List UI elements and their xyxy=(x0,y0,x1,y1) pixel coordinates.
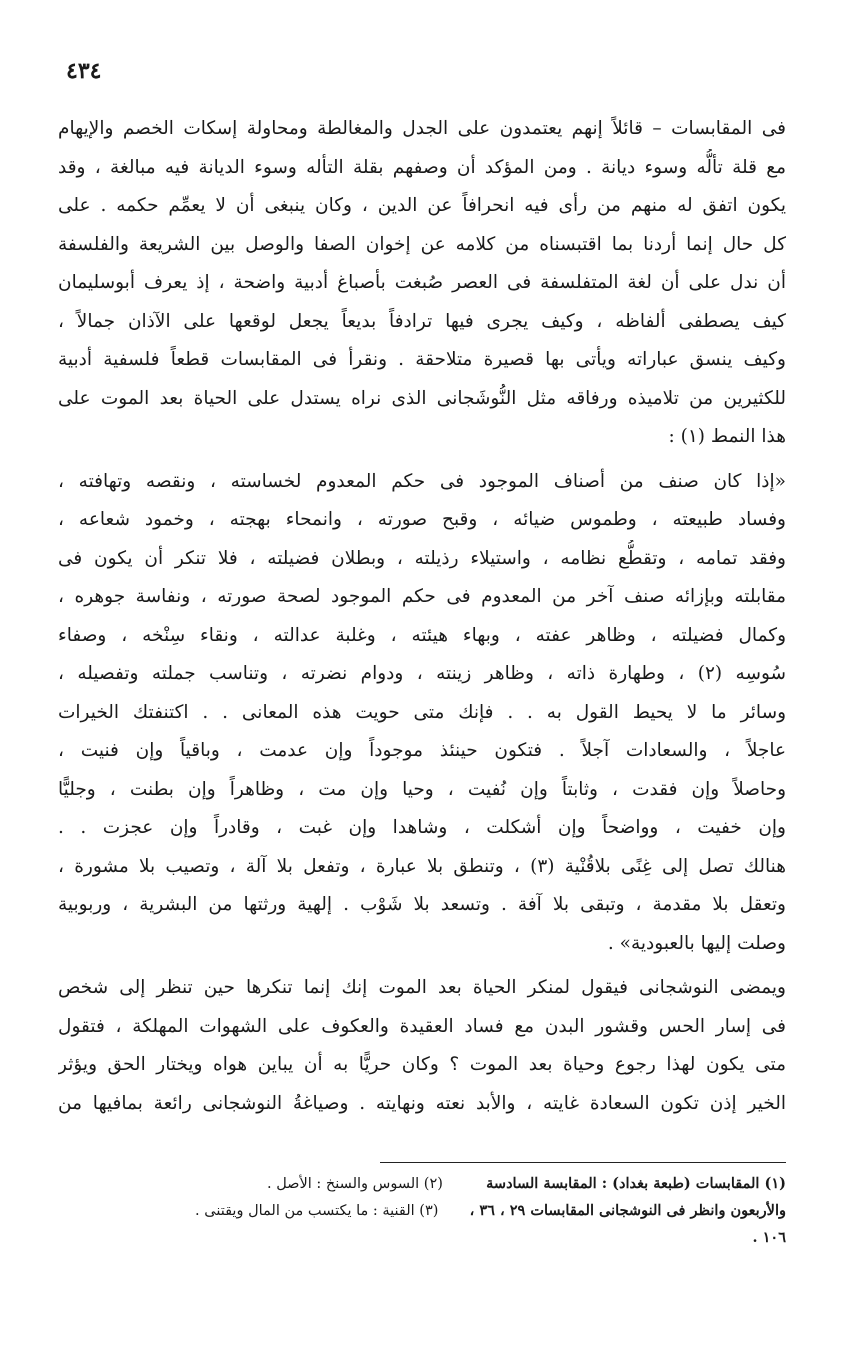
footnote-divider xyxy=(380,1162,786,1163)
quote-line: وكمال فضيلته ، وظاهر عفته ، وبهاء هيئته ، وغلبة عدالته ، ونقاء سِنْخه ، وصفاء xyxy=(58,624,786,646)
text-line: أن ندل على أن لغة المتفلسفة فى العصر صُبغت بأصباغ أدبية واضحة ، إذ يعرف أبوسليمان xyxy=(58,272,786,293)
text-line: هذا النمط (١) : xyxy=(668,426,786,447)
text-line: وكيف ينسق عباراته ويأتى بها قصيرة متلاحقة . ونقرأ فى المقابسات قطعاً فلسفية أدبية xyxy=(58,349,786,370)
quote-line: وإن خفيت ، وواضحاً وإن أشكلت ، وشاهدا وإن غبت ، وقادراً وإن عجزت . . xyxy=(58,817,786,838)
quote-line: وفساد طبيعته ، وطموس ضيائه ، وقبح صورته ، وانمحاء بهجته ، وخمود شعاعه ، xyxy=(58,509,786,530)
quote-line: وحاصلاً وإن فقدت ، وثابتاً وإن نُفيت ، وحيا وإن مت ، وظاهراً وإن بطنت ، وجليًّا xyxy=(58,778,786,800)
text-line: فى المقابسات – قائلاً إنهم يعتمدون على الجدل والمغالطة ومحاولة إسكات الخصم والإيهام xyxy=(58,118,786,139)
text-line: مع قلة تألُّه وسوء ديانة . ومن المؤكد أن وصفهم بقلة التأله وسوء الديانة فيه مبالغة ، وقد xyxy=(58,156,786,178)
quote-line: وسائر ما لا يحيط القول به . . فإنك متى حويت هذه المعانى . . اكتنفتك الخيرات xyxy=(58,701,786,723)
text-line: الخير إذن تكون السعادة غايته ، والأبد نعته ونهايته . وصياغةُ النوشجانى رائعة بمافيها من xyxy=(58,1092,786,1114)
quote-line: وفقد تمامه ، وتقطُّع نظامه ، واستيلاء رذيلته ، وبطلان فضيلته ، فلا تنكر أن يكون فى xyxy=(58,547,786,569)
footnote-row xyxy=(58,1170,786,1197)
quote-line: عاجلاً ، والسعادات آجلاً . فتكون حينئذ موجوداً وإن عدمت ، وباقياً وإن فنيت ، xyxy=(58,740,786,761)
quote-line: هنالك تصل إلى غِنًى بلاقُنْية (٣) ، وتنطق بلا عبارة ، وتفعل بلا آلة ، وتصيب بلا مشورة ، xyxy=(58,855,786,877)
quote-line: «إذا كان صنف من أصناف الموجود فى حكم المعدوم لخساسته ، ونقصه وتهافته ، xyxy=(58,470,786,492)
text-line: يكون اتفق له منهم من رأى فيه انحرافاً عن الدين ، وكان ينبغى أن لا يعمِّم حكمه . على xyxy=(58,195,786,216)
text-line: للكثيرين من تلاميذه ورفاقه مثل النُّوشَجانى الذى نراه يستدل على الحياة بعد الموت على xyxy=(58,387,786,409)
quote-line: سُوسِه (٢) ، وطهارة ذاته ، وظاهر زينته ، ودوام نضرته ، وتناسب جملته وتفصيله ، xyxy=(58,663,786,684)
body-text xyxy=(58,110,786,1123)
footnote-row xyxy=(58,1197,786,1224)
quote-line: وتعقل بلا مقدمة ، وتبقى بلا آفة . وتسعد بلا شَوْب . إلهية ورثتها من البشرية ، وربوبية xyxy=(58,894,786,915)
footnote-2: (٢) السوس والسنخ : الأصل . xyxy=(266,1176,443,1192)
text-line: ويمضى النوشجانى فيقول لمنكر الحياة بعد الموت إنك إنما تنكرها حين تنظر إلى شخص xyxy=(58,977,786,998)
text-line: متى يكون لهذا رجوع وحياة بعد الموت ؟ وكان حريًّا به أن يباين هواه ويختار الحق ويؤثر xyxy=(58,1054,786,1075)
footnote-1-part-1: (١) المقابسات (طبعة بغداد) : المقابسة السادسة xyxy=(486,1175,786,1192)
footnotes xyxy=(58,1170,786,1251)
page-number: ٤٣٤ xyxy=(66,58,102,84)
text-line: فى إسار الحس وقشور البدن مع فساد العقيدة والعكوف على الشهوات المهلكة ، فتقول xyxy=(58,1015,786,1037)
text-line: كيف يصطفى ألفاظه ، وكيف يجرى فيها ترادفاً بديعاً يجعل لوقعها على الآذان جمالاً ، xyxy=(58,310,786,332)
footnote-1-part-2: والأربعون وانظر فى النوشجانى المقابسات ٢٩ ، ٣٦ ، xyxy=(469,1202,786,1219)
quote-line: وصلت إليها بالعبودية» . xyxy=(607,932,786,954)
footnote-row xyxy=(58,1224,786,1251)
footnote-3: (٣) القنية : ما يكتسب من المال ويقتنى . xyxy=(195,1203,439,1219)
quote-line: مقابلته وبإزائه صنف آخر من المعدوم فى حكم الموجود لصحة صورته ، ونفاسة جوهره ، xyxy=(58,586,786,607)
text-line: كل حال إنما أردنا بما اقتبسناه من كلامه عن إخوان الصفا والوصل بين الشريعة والفلسفة xyxy=(58,233,786,255)
footnote-1-part-3: ١٠٦ . xyxy=(752,1229,786,1246)
